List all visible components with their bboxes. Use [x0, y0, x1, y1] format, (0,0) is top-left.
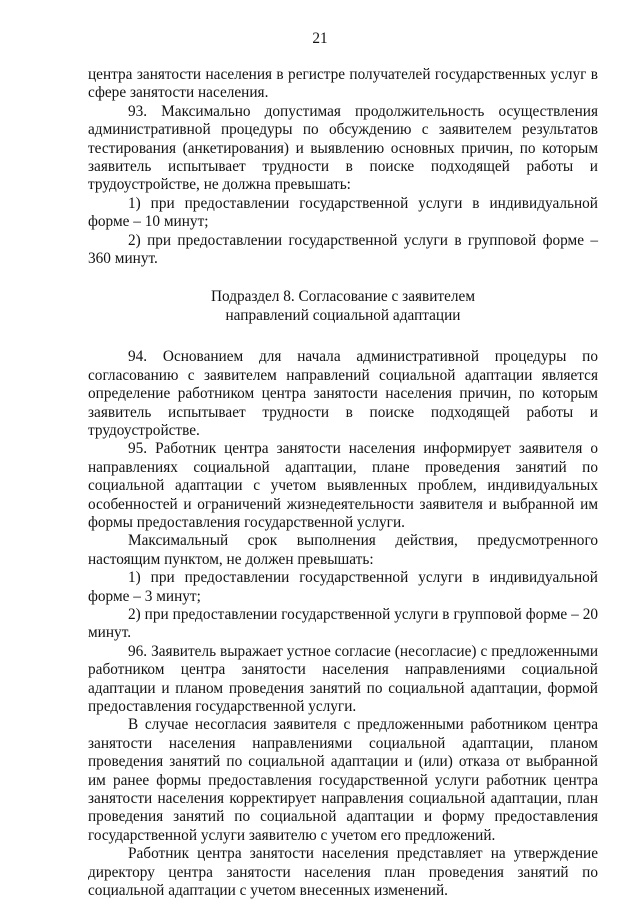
paragraph-95-max-time: Максимальный срок выполнения действия, предусмотренного настоящим пунктом, не должен превышать:	[88, 532, 598, 568]
document-body	[88, 66, 598, 900]
paragraph-95-item-2: 2) при предоставлении государственной услуги в групповой форме – 20 минут.	[88, 605, 598, 642]
subsection-heading-line-1: Подраздел 8. Согласование с заявителем	[210, 288, 476, 306]
page-number: 21	[312, 30, 328, 47]
paragraph-94: 94. Основанием для начала административной процедуры по согласованию с заявителем направлений социальной адаптации является определение работником центра занятости населения причин, по которым заявитель испытывает трудности в поиске подходящей работы и трудоустройстве.	[88, 348, 598, 439]
paragraph-96: 96. Заявитель выражает устное согласие (несогласие) с предложенными работником центра занятости населения направлениями социальной адаптации и планом проведения занятий по социальной адаптации, формой предоставления государственной услуги.	[88, 642, 598, 715]
paragraph-93: 93. Максимально допустимая продолжительность осуществления административной процедуры по обсуждению с заявителем результатов тестирования (анкетирования) и выявлению основных причин, по которым заявитель испытывает трудности в поиске подходящей работы и трудоустройстве, не должна превышать:	[88, 102, 598, 194]
subsection-heading	[88, 288, 598, 325]
subsection-heading-line-2: направлений социальной адаптации	[225, 306, 461, 324]
paragraph-96-approval: Работник центра занятости населения представляет на утверждение директору центра занятости населения план проведения занятий по социальной адаптации с учетом внесенных изменений.	[88, 845, 598, 900]
paragraph-96-disagreement: В случае несогласия заявителя с предложенными работником центра занятости населения направлениями социальной адаптации, планом проведения занятий по социальной адаптации и (или) отказа от выбранной им ранее формы предоставления государственной услуги работник центра занятости населения корректирует направления социальной адаптации, план проведения занятий по социальной адаптации и форму предоставления государственной услуги заявителю с учетом его предложений.	[88, 716, 598, 844]
paragraph-93-item-1: 1) при предоставлении государственной услуги в индивидуальной форме – 10 минут;	[88, 194, 598, 231]
paragraph-95-item-1: 1) при предоставлении государственной услуги в индивидуальной форме – 3 минут;	[88, 569, 598, 605]
paragraph-95: 95. Работник центра занятости населения информирует заявителя о направлениях социальной адаптации, плане проведения занятий по социальной адаптации с учетом выявленных проблем, индивидуальных особенностей и ограничений жизнедеятельности заявителя и выбранной им формы предоставления государственной услуги.	[88, 440, 598, 531]
paragraph-93-item-2: 2) при предоставлении государственной услуги в групповой форме – 360 минут.	[88, 231, 598, 268]
paragraph-continuation: центра занятости населения в регистре получателей государственных услуг в сфере занятости населения.	[88, 66, 598, 102]
